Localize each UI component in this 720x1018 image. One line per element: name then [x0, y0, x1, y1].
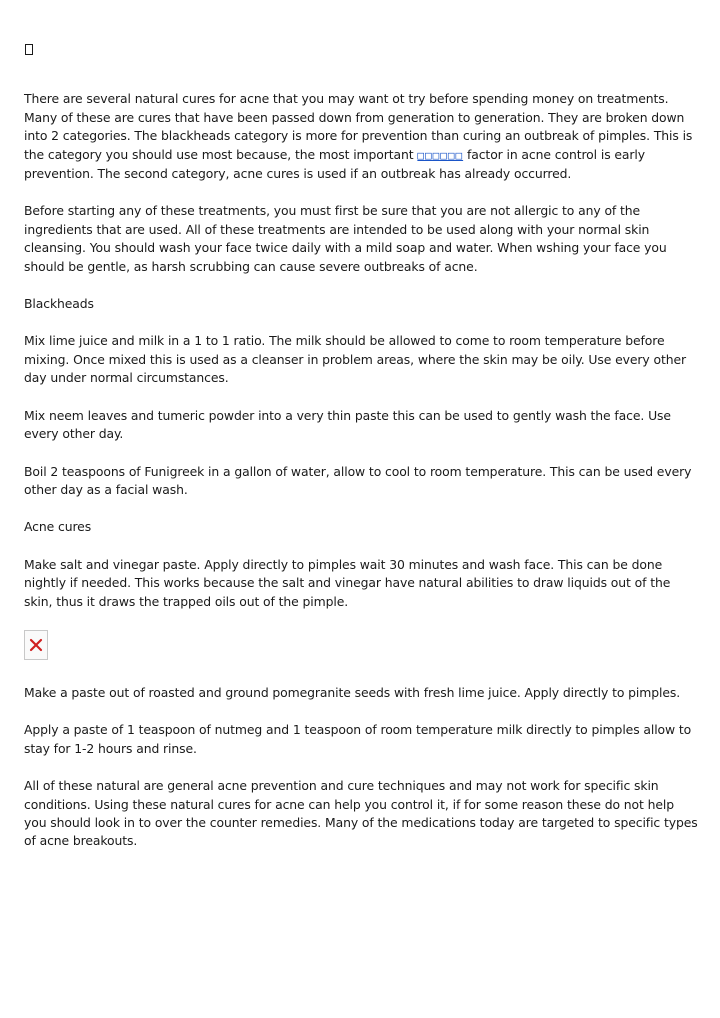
paragraph-intro-text-end: factor in acne control is early prevention. The second category, acne cures is used if an outbreak has already occurred. [24, 146, 645, 182]
inline-link[interactable]: □□□□□□ [417, 148, 464, 162]
paragraph-nutmeg: Apply a paste of 1 teaspoon of nutmeg and 1 teaspoon of room temperature milk directly to pimples allow to stay for 1-2 hours and rinse. [24, 722, 692, 756]
document-body [24, 44, 700, 870]
broken-image-icon [24, 630, 48, 660]
section-heading-blackheads: Blackheads [24, 296, 94, 312]
paragraph-intro-text-start: There are several natural cures for acne that you may want ot try before spending money on treatments. Many of these are cures that have been passed down from generation to generation. They are broken down into 2 categories. The blackheads category is more for prevention than curing an outbreak of pimples. This is the category you should use most because, the most important [24, 91, 693, 162]
paragraph-neem: Mix neem leaves and tumeric powder into a very thin paste this can be used to gently wash the face. Use every other day. [24, 407, 671, 442]
section-heading-acne-cures: Acne cures [24, 519, 92, 535]
broken-image-x-icon [29, 638, 43, 652]
paragraph-intro [24, 90, 700, 183]
missing-glyph-icon [25, 44, 33, 55]
paragraph-conclusion: All of these natural are general acne prevention and cure techniques and may not work for specific skin conditions. Using these natural cures for acne can help you control it, if for some reason these do not help you should look in to over the counter remedies. Many of the medications today are targeted to specific types of acne breakouts. [24, 778, 698, 849]
paragraph-allergy: Before starting any of these treatments, you must first be sure that you are not allergic to any of the ingredients that are used. All of these treatments are intended to be used along with your normal skin cleansing. You should wash your face twice daily with a mild soap and water. When wshing your face you should be gentle, as harsh scrubbing can cause severe outbreaks of acne. [24, 203, 667, 274]
paragraph-funigreek: Boil 2 teaspoons of Funigreek in a gallon of water, allow to cool to room temperature. This can be used every other day as a facial wash. [24, 463, 692, 497]
paragraph-lime-milk: Mix lime juice and milk in a 1 to 1 ratio. The milk should be allowed to come to room temperature before mixing. Once mixed this is used as a cleanser in problem areas, where the skin may be oily. Use every other day under normal circumstances. [24, 333, 686, 386]
paragraph-pomegranite: Make a paste out of roasted and ground pomegranite seeds with fresh lime juice. Apply directly to pimples. [24, 684, 681, 700]
paragraph-salt-vinegar: Make salt and vinegar paste. Apply directly to pimples wait 30 minutes and wash face. This can be done nightly if needed. This works because the salt and vinegar have natural abilities to draw liquids out of the skin, thus it draws the trapped oils out of the pimple. [24, 556, 671, 609]
